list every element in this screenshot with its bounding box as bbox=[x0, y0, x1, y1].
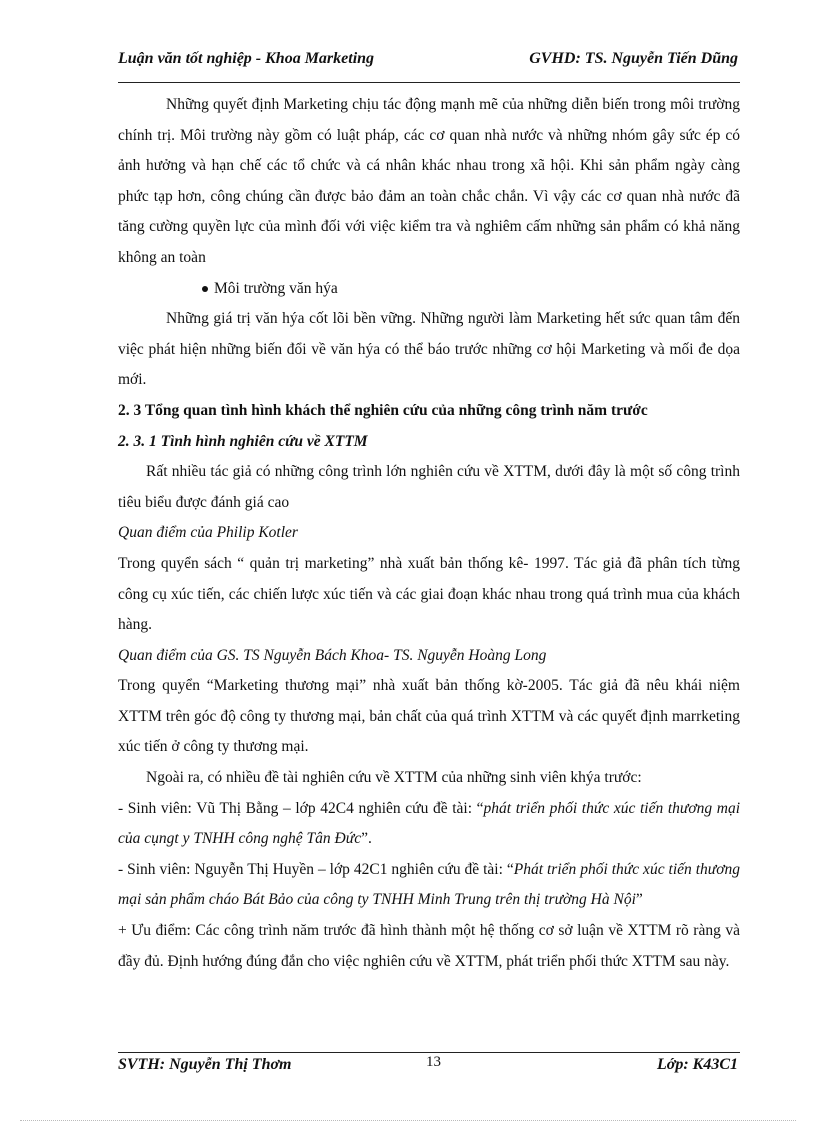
paragraph-advantages: + Ưu điểm: Các công trình năm trước đã hình thành một hệ thống cơ sở luận về XTTM rõ ràng và đầy đủ. Định hướng đúng đắn cho việc nghiên cứu về XTTM, phát triển phối thức XTTM sau này. bbox=[118, 922, 740, 970]
student-topic-1-prefix: - Sinh viên: Vũ Thị Bằng – lớp 42C4 nghiên cứu đề tài: “ bbox=[118, 799, 484, 817]
footer-divider bbox=[118, 1052, 740, 1053]
bullet-text: Môi trường văn hýa bbox=[214, 279, 338, 297]
paragraph-khoa-long: Trong quyển “Marketing thương mại” nhà xuất bản thống kờ-2005. Tác giả đã nêu khái niệm XTTM trên góc độ công ty thương mại, bản chất của quá trình XTTM và các quyết định marrketing xúc tiến ở công ty thương mại. bbox=[118, 677, 740, 756]
page-header bbox=[118, 46, 740, 80]
student-topic-2-suffix: ” bbox=[635, 891, 643, 909]
header-supervisor: GVHD: TS. Nguyễn Tiến Dũng bbox=[529, 50, 738, 67]
page-footer bbox=[118, 1054, 740, 1078]
section-heading: 2. 3 Tổng quan tình hình khách thể nghiên cứu của những công trình năm trước bbox=[118, 401, 648, 419]
bullet-item bbox=[118, 274, 740, 305]
paragraph-kotler: Trong quyển sách “ quản trị marketing” nhà xuất bản thống kê- 1997. Tác giả đã phân tích từng công cụ xúc tiến, các chiến lược xúc tiến và các giai đoạn khác nhau trong quá trình mua của khách hàng. bbox=[118, 554, 740, 634]
student-topic-2-title: Phát triển phối thức xúc tiến thương mại sản phẩm cháo Bát Bảo của công ty TNHH Minh Trung trên thị trường Hà Nội bbox=[118, 860, 741, 909]
page-body bbox=[118, 90, 740, 977]
student-topic-1-suffix: ”. bbox=[361, 830, 372, 848]
header-thesis-title: Luận văn tốt nghiệp - Khoa Marketing bbox=[118, 50, 375, 67]
paragraph-political-environment: Những quyết định Marketing chịu tác động mạnh mẽ của những diễn biến trong môi trường chính trị. Môi trường này gồm có luật pháp, các cơ quan nhà nước và những nhóm gây sức ép có ảnh hưởng và hạn chế các tổ chức và cá nhân khác nhau trong xã hội. Khi sản phẩm ngày càng phức tạp hơn, công chúng cần được bảo đảm an toàn chắc chắn. Vì vậy các cơ quan nhà nước đã tăng cường quyền lực của mình đối với việc kiểm tra và nghiêm cấm những sản phẩm có khả năng không an toàn bbox=[118, 96, 740, 266]
viewpoint-kotler-heading: Quan điểm của Philip Kotler bbox=[118, 524, 298, 542]
student-topic-2-prefix: - Sinh viên: Nguyễn Thị Huyền – lớp 42C1 nghiên cứu đề tài: “ bbox=[118, 860, 514, 878]
footer-student-name: SVTH: Nguyễn Thị Thơm bbox=[118, 1056, 292, 1073]
paragraph-student-topics: Ngoài ra, có nhiều đề tài nghiên cứu về XTTM của những sinh viên khýa trước: bbox=[146, 769, 642, 787]
bullet-icon bbox=[202, 286, 208, 292]
student-topic-1 bbox=[118, 794, 740, 855]
student-topic-2 bbox=[118, 855, 740, 916]
page-bottom-dotted-border bbox=[20, 1120, 796, 1121]
viewpoint-khoa-long-heading: Quan điểm của GS. TS Nguyễn Bách Khoa- TS. Nguyễn Hoàng Long bbox=[118, 646, 547, 664]
page-number: 13 bbox=[426, 1054, 441, 1070]
header-divider bbox=[118, 82, 740, 83]
paragraph-intro-works: Rất nhiều tác giả có những công trình lớn nghiên cứu về XTTM, dưới đây là một số công trình tiêu biểu được đánh giá cao bbox=[118, 463, 740, 511]
subsection-heading: 2. 3. 1 Tình hình nghiên cứu về XTTM bbox=[118, 432, 368, 450]
footer-class: Lớp: K43C1 bbox=[656, 1056, 738, 1073]
student-topic-1-title: phát triển phối thức xúc tiến thương mại của cụngt y TNHH công nghệ Tân Đức bbox=[118, 799, 741, 848]
paragraph-cultural-values: Những giá trị văn hýa cốt lõi bền vững. Những người làm Marketing hết sức quan tâm đến việc phát hiện những biến đổi về văn hýa có thể báo trước những cơ hội Marketing và mối đe dọa mới. bbox=[118, 310, 740, 389]
